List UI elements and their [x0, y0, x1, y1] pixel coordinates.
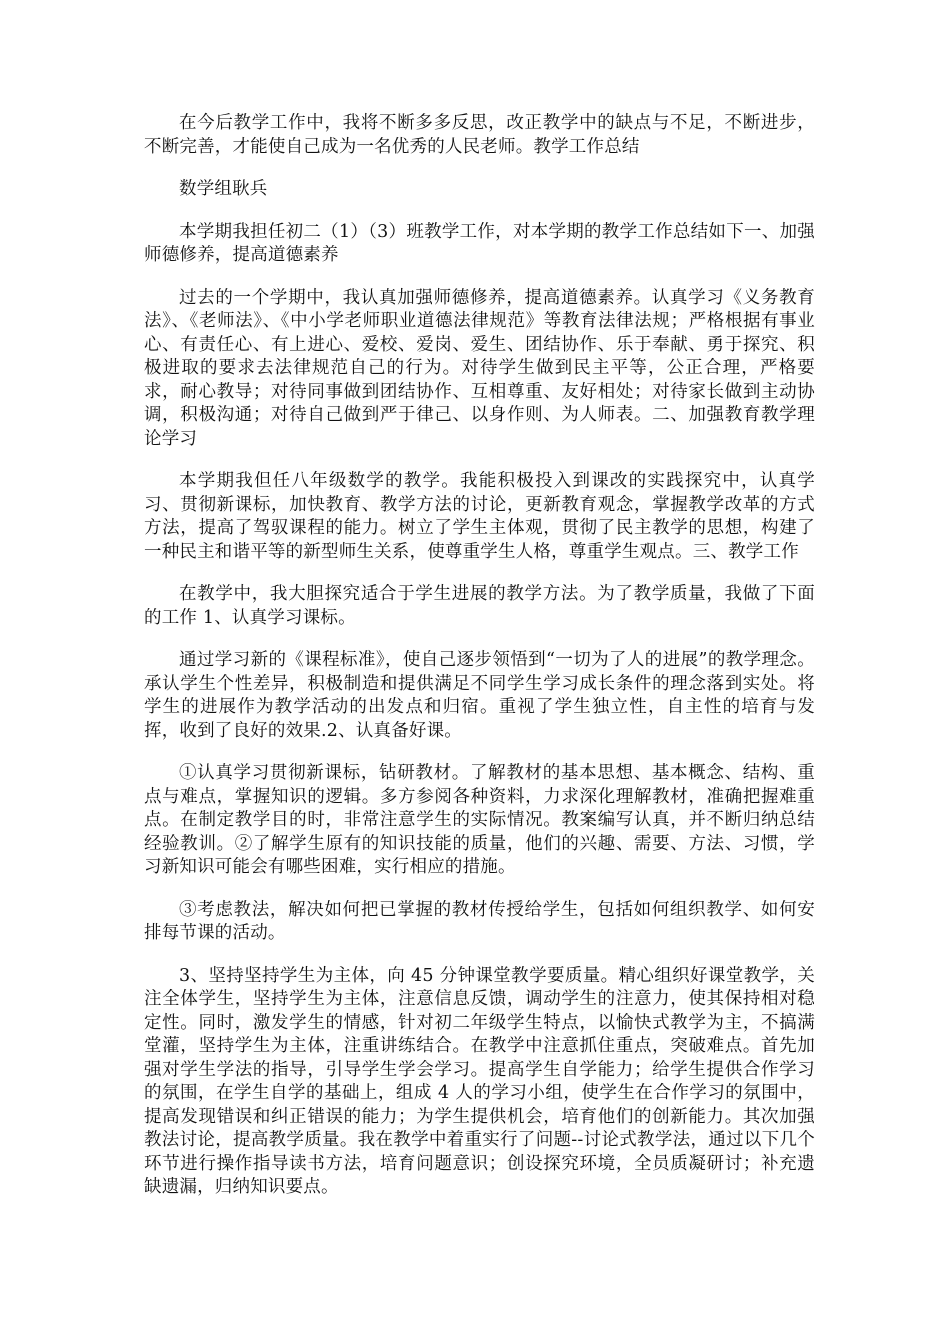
paragraph-intro: 本学期我担任初二（1）（3）班教学工作，对本学期的教学工作总结如下一、加强师德修养，提高道德素养 [144, 221, 815, 265]
paragraph-lesson-prep: ①认真学习贯彻新课标，钻研教材。了解教材的基本思想、基本概念、结构、重点与难点，掌握知识的逻辑。多方参阅各种资料，力求深化理解教材，准确把握难重点。在制定教学目的时，非常注意学生的实际情况。教案编写认真，并不断归纳总结经验教训。②了解学生原有的知识技能的质量，他们的兴趣、需要、方法、习惯，学习新知识可能会有哪些困难，实行相应的措施。 [144, 763, 815, 877]
paragraph-author: 数学组耿兵 [179, 179, 268, 199]
paragraph-theory: 本学期我但任八年级数学的教学。我能积极投入到课改的实践探究中，认真学习、贯彻新课标，加快教育、教学方法的讨论，更新教育观念，掌握教学改革的方式方法，提高了驾驭课程的能力。树立了学生主体观，贯彻了民主教学的思想，构建了一种民主和谐平等的新型师生关系，使尊重学生人格，尊重学生观点。三、教学工作 [144, 471, 815, 562]
paragraph-teaching-methods: ③考虑教法，解决如何把已掌握的教材传授给学生，包括如何组织教学、如何安排每节课的活动。 [144, 899, 815, 943]
paragraph-reflection: 在今后教学工作中，我将不断多多反思，改正教学中的缺点与不足，不断进步，不断完善，才能使自己成为一名优秀的人民老师。教学工作总结 [144, 113, 815, 157]
paragraph-teaching-work: 在教学中，我大胆探究适合于学生进展的教学方法。为了教学质量，我做了下面的工作 1、认真学习课标。 [144, 584, 815, 628]
paragraph-classroom-quality: 3、坚持坚持学生为主体，向 45 分钟课堂教学要质量。精心组织好课堂教学，关注全体学生，坚持学生为主体，注意信息反馈，调动学生的注意力，使其保持相对稳定性。同时，激发学生的情感，针对初二年级学生特点，以愉快式教学为主，不搞满堂灌，坚持学生为主体，注重讲练结合。在教学中注意抓住重点，突破难点。首先加强对学生学法的指导，引导学生学会学习。提高学生自学能力；给学生提供合作学习的氛围，在学生自学的基础上，组成 4 人的学习小组，使学生在合作学习的氛围中，提高发现错误和纠正错误的能力；为学生提供机会，培育他们的创新能力。其次加强教法讨论，提高教学质量。我在教学中着重实行了问题--讨论式教学法，通过以下几个环节进行操作指导读书方法，培育问题意识；创设探究环境，全员质凝研讨；补充遗缺遗漏，归纳知识要点。 [144, 965, 815, 1197]
paragraph-ethics: 过去的一个学期中，我认真加强师德修养，提高道德素养。认真学习《义务教育法》、《老师法》、《中小学老师职业道德法律规范》等教育法律法规；严格根据有事业心、有责任心、有上进心、爱校、爱岗、爱生、团结协作、乐于奉献、勇于探究、积极进取的要求去法律规范自己的行为。对待学生做到民主平等，公正合理，严格要求，耐心教导；对待同事做到团结协作、互相尊重、友好相处；对待家长做到主动协调，积极沟通；对待自己做到严于律己、以身作则、为人师表。二、加强教育教学理论学习 [144, 287, 815, 449]
paragraph-curriculum-standard: 通过学习新的《课程标准》，使自己逐步领悟到“一切为了人的进展”的教学理念。承认学生个性差异，积极制造和提供满足不同学生学习成长条件的理念落到实处。将学生的进展作为教学活动的出发点和归宿。重视了学生独立性，自主性的培育与发挥，收到了良好的效果.2、认真备好课。 [144, 650, 815, 741]
